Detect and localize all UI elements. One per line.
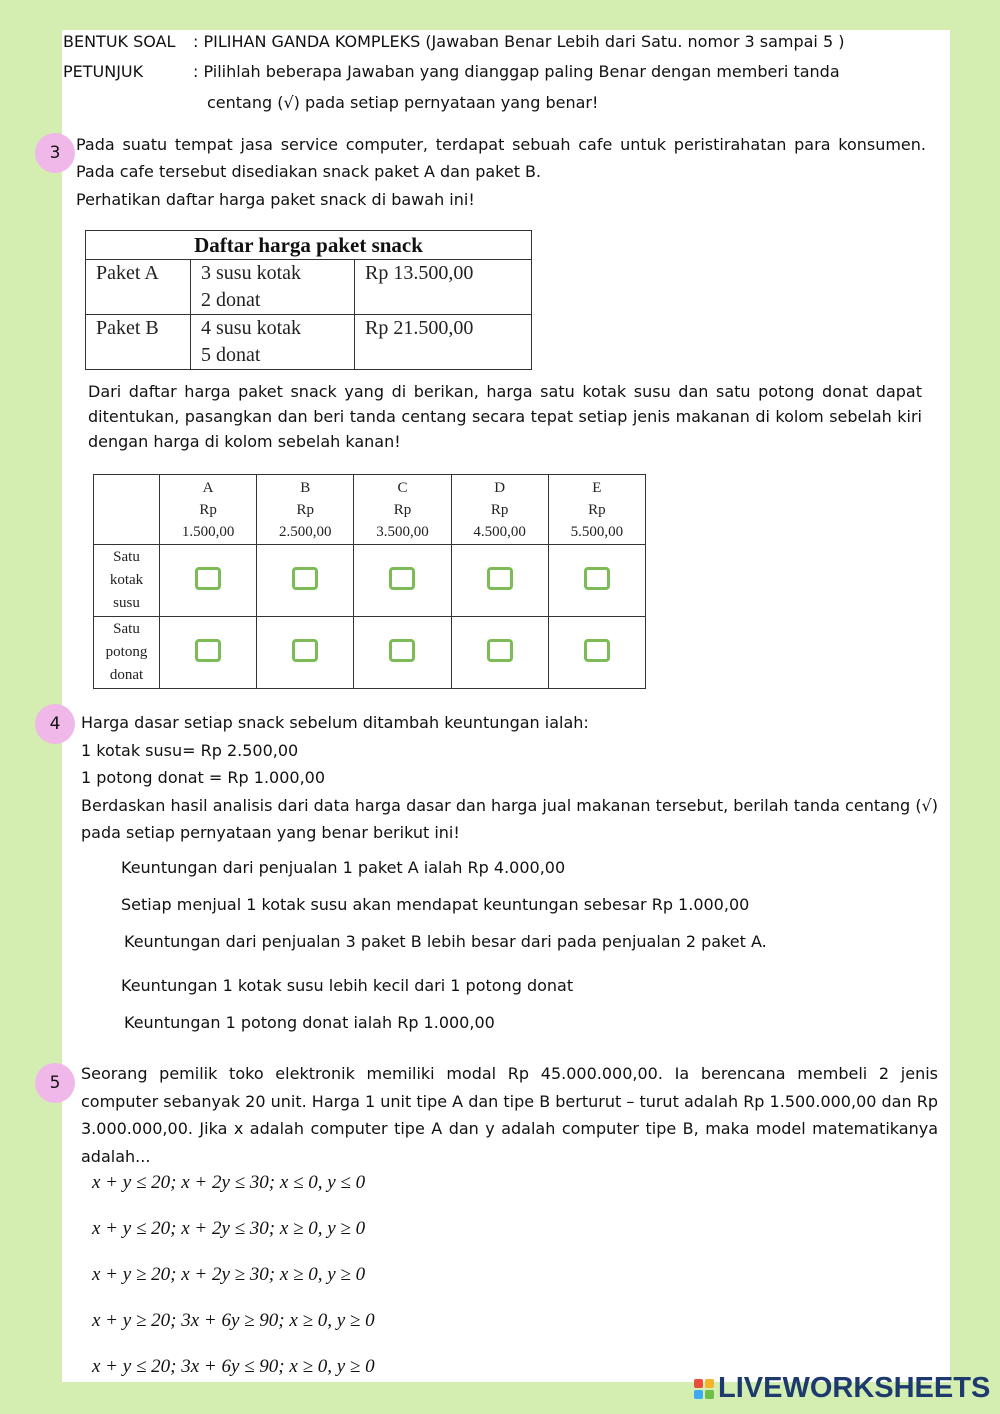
checkbox-susu-c[interactable] <box>389 567 415 590</box>
package-b-name: Paket B <box>86 315 191 370</box>
matching-corner <box>94 475 160 545</box>
logo-square-1 <box>694 1379 703 1388</box>
q3-instruction: Dari daftar harga paket snack yang di berikan, harga satu kotak susu dan satu potong donat dapat ditentukan, pasangkan dan beri tanda centang secara tepat setiap jenis makanan di kolom sebelah kiri dengan harga di kolom sebelah kanan! <box>88 382 922 451</box>
petunjuk-line1: : Pilihlah beberapa Jawaban yang dianggap paling Benar dengan memberi tanda <box>193 62 840 81</box>
q5-option-3[interactable]: x + y ≥ 20; x + 2y ≥ 30; x ≥ 0, y ≥ 0 <box>92 1264 366 1285</box>
q4-option-4[interactable]: Keuntungan 1 kotak susu lebih kecil dari 1 potong donat <box>121 976 574 995</box>
checkbox-donat-c[interactable] <box>389 639 415 662</box>
row-donat-l2: potong <box>105 644 148 660</box>
package-b-price: Rp 21.500,00 <box>355 315 532 370</box>
price-table-title: Daftar harga paket snack <box>86 231 532 260</box>
q5-option-5[interactable]: x + y ≤ 20; 3x + 6y ≤ 90; x ≥ 0, y ≥ 0 <box>92 1356 375 1377</box>
row-susu-label <box>94 545 160 617</box>
package-b-contents <box>191 315 355 370</box>
q5-option-1[interactable]: x + y ≤ 20; x + 2y ≤ 30; x ≤ 0, y ≤ 0 <box>92 1172 366 1193</box>
package-a-price: Rp 13.500,00 <box>355 260 532 315</box>
package-a-item2: 2 donat <box>201 289 261 311</box>
q4-line1: Harga dasar setiap snack sebelum ditambah keuntungan ialah: <box>81 713 589 732</box>
row-susu-l3: susu <box>113 595 140 611</box>
package-a-item1: 3 susu kotak <box>201 262 301 284</box>
row-donat-label <box>94 617 160 689</box>
checkbox-susu-d[interactable] <box>487 567 513 590</box>
bentuk-soal-label: BENTUK SOAL <box>63 32 176 51</box>
matching-table <box>93 474 646 689</box>
q4-line2: 1 kotak susu= Rp 2.500,00 <box>81 741 299 760</box>
question-5-badge: 5 <box>35 1063 75 1103</box>
brand-text: LIVEWORKSHEETS <box>718 1372 991 1404</box>
q3-intro2: Perhatikan daftar harga paket snack di bawah ini! <box>76 190 475 209</box>
col-e-letter: E <box>592 480 602 496</box>
col-a-letter: A <box>202 480 214 496</box>
q4-option-1[interactable]: Keuntungan dari penjualan 1 paket A ialah Rp 4.000,00 <box>121 858 566 877</box>
row-susu-l1: Satu <box>113 549 140 565</box>
checkbox-donat-b[interactable] <box>292 639 318 662</box>
logo-square-4 <box>705 1390 714 1399</box>
col-d-letter: D <box>494 480 506 496</box>
question-4-badge: 4 <box>35 704 75 744</box>
logo-square-3 <box>694 1390 703 1399</box>
checkbox-susu-e[interactable] <box>584 567 610 590</box>
petunjuk-label: PETUNJUK <box>63 62 144 81</box>
row-donat-l3: donat <box>109 667 144 683</box>
liveworksheets-brand[interactable] <box>694 1372 990 1405</box>
logo-square-2 <box>705 1379 714 1388</box>
price-table <box>85 230 532 370</box>
col-a-header <box>160 475 257 545</box>
col-d-header <box>451 475 548 545</box>
row-susu-l2: kotak <box>109 572 144 588</box>
package-a-name: Paket A <box>86 260 191 315</box>
checkbox-donat-e[interactable] <box>584 639 610 662</box>
q5-option-2[interactable]: x + y ≤ 20; x + 2y ≤ 30; x ≥ 0, y ≥ 0 <box>92 1218 366 1239</box>
col-a-rp: Rp <box>199 502 217 518</box>
bentuk-soal-value: : PILIHAN GANDA KOMPLEKS (Jawaban Benar Lebih dari Satu. nomor 3 sampai 5 ) <box>193 32 845 51</box>
q5-body: Seorang pemilik toko elektronik memiliki modal Rp 45.000.000,00. Ia berencana membeli 2 jenis computer sebanyak 20 unit. Harga 1 unit tipe A dan tipe B berturut – turut adalah Rp 1.500.000,00 dan Rp 3.000.000,00. Jika x adalah computer tipe A dan y adalah computer tipe B, maka model matematikanya adalah... <box>81 1064 938 1166</box>
package-b-item1: 4 susu kotak <box>201 317 301 339</box>
petunjuk-line2: centang (√) pada setiap pernyataan yang benar! <box>207 93 599 112</box>
col-b-header <box>257 475 354 545</box>
checkbox-susu-a[interactable] <box>195 567 221 590</box>
col-c-price: 3.500,00 <box>376 524 429 540</box>
col-d-price: 4.500,00 <box>473 524 526 540</box>
col-c-letter: C <box>397 480 408 496</box>
checkbox-donat-a[interactable] <box>195 639 221 662</box>
q4-option-2[interactable]: Setiap menjual 1 kotak susu akan mendapat keuntungan sebesar Rp 1.000,00 <box>121 895 750 914</box>
col-a-price: 1.500,00 <box>181 524 235 540</box>
col-d-rp: Rp <box>490 502 509 518</box>
q5-option-4[interactable]: x + y ≥ 20; 3x + 6y ≥ 90; x ≥ 0, y ≥ 0 <box>92 1310 375 1331</box>
question-3-badge: 3 <box>35 133 75 173</box>
row-donat-l1: Satu <box>113 621 140 637</box>
q4-line3: 1 potong donat = Rp 1.000,00 <box>81 768 326 787</box>
col-e-price: 5.500,00 <box>570 524 624 540</box>
col-e-header <box>548 475 645 545</box>
col-b-rp: Rp <box>296 502 315 518</box>
col-c-header <box>354 475 451 545</box>
checkbox-donat-d[interactable] <box>487 639 513 662</box>
q3-intro: Pada suatu tempat jasa service computer, terdapat sebuah cafe untuk peristirahatan para konsumen. Pada cafe tersebut disediakan snack paket A dan paket B. <box>76 135 926 181</box>
q4-option-3[interactable]: Keuntungan dari penjualan 3 paket B lebih besar dari pada penjualan 2 paket A. <box>124 932 767 951</box>
q4-body: Berdaskan hasil analisis dari data harga dasar dan harga jual makanan tersebut, berilah tanda centang (√) pada setiap pernyataan yang benar berikut ini! <box>81 796 938 842</box>
col-e-rp: Rp <box>588 502 606 518</box>
package-b-item2: 5 donat <box>201 344 261 366</box>
q4-option-5[interactable]: Keuntungan 1 potong donat ialah Rp 1.000,00 <box>124 1013 495 1032</box>
checkbox-susu-b[interactable] <box>292 567 318 590</box>
package-a-contents <box>191 260 355 315</box>
col-b-price: 2.500,00 <box>279 524 332 540</box>
liveworksheets-logo-icon <box>694 1379 714 1399</box>
col-b-letter: B <box>300 480 311 496</box>
col-c-rp: Rp <box>393 502 412 518</box>
